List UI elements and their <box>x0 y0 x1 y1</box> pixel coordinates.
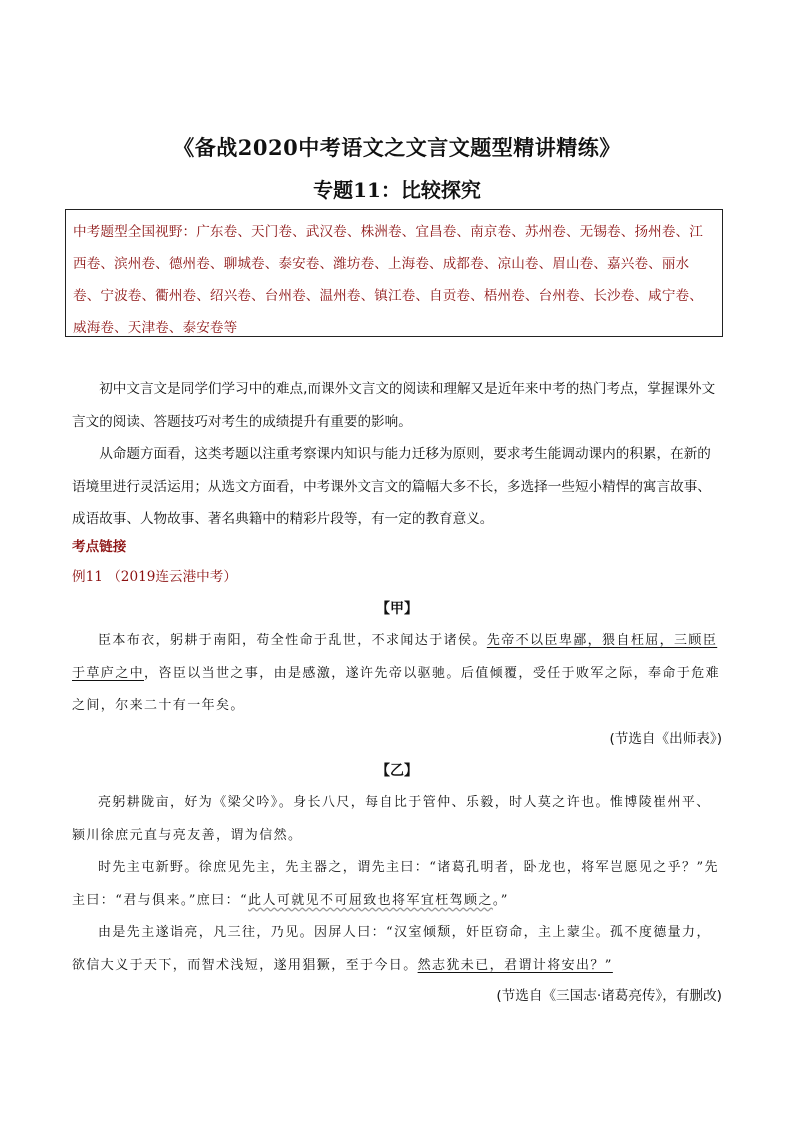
passage-a-paragraph <box>72 625 722 723</box>
passage-b-underlined-text: 然志犹未已，君谓计将安出？” <box>417 957 613 973</box>
passage-b-p2-before: 时先主屯新野。徐庶见先主，先主器之，谓先主曰：“诸葛孔明者，卧龙也，将军岂愿见之乎？”先主曰：“君与俱来。”庶曰：“ <box>72 860 719 908</box>
exam-scope-text: 中考题型全国视野：广东卷、天门卷、武汉卷、株洲卷、宜昌卷、南京卷、苏州卷、无锡卷、扬州卷、江西卷、滨州卷、德州卷、聊城卷、泰安卷、潍坊卷、上海卷、成都卷、凉山卷、眉山卷、嘉兴卷、丽水卷、宁波卷、衢州卷、绍兴卷、台州卷、温州卷、镇江卷、自贡卷、梧州卷、台州卷、长沙卷、咸宁卷、威海卷、天津卷、泰安卷等 <box>73 224 703 336</box>
passage-b-wavy-underlined-text: 此人可就见不可屈致也将军宜枉驾顾之 <box>248 892 493 908</box>
section-heading: 考点链接 <box>72 539 127 555</box>
document-subtitle: 专题11：比较探究 <box>313 178 481 202</box>
intro-paragraph: 从命题方面看，这类考题以注重考察课内知识与能力迁移为原则，要求考生能调动课内的积累，在新的语境里进行灵活运用；从选文方面看，中考课外文言文的篇幅大多不长，多选择一些短小精悍的寓言故事、成语故事、人物故事、著名典籍中的精彩片段等，有一定的教育意义。 <box>72 446 711 527</box>
passage-b-text <box>72 787 722 982</box>
passage-b-p3-before: 由是先主遂诣亮，凡三往，乃见。因屏人曰：“汉室倾颓，奸臣窃命，主上蒙尘。孤不度德量力，欲信大义于天下，而智术浅短，遂用猖獗，至于今日。 <box>72 925 711 973</box>
passage-a-text <box>72 625 722 723</box>
passage-b-source: (节选自《三国志·诸葛亮传》，有删改) <box>496 988 722 1004</box>
passage-b-p2-after: 。” <box>492 892 509 908</box>
document-title: 《备战2020中考语文之文言文题型精讲精练》 <box>173 135 621 160</box>
passage-b-paragraph <box>72 852 722 917</box>
example-label: 例11 （2019连云港中考） <box>72 569 237 585</box>
passage-b-paragraph: 亮躬耕陇亩，好为《梁父吟》。身长八尺，每自比于管仲、乐毅，时人莫之许也。惟博陵崔州平、颍川徐庶元直与亮友善，谓为信然。 <box>72 795 711 843</box>
intro-paragraph: 初中文言文是同学们学习中的难点,而课外文言文的阅读和理解又是近年来中考的热门考点，掌握课外文言文的阅读、答题技巧对考生的成绩提升有重要的影响。 <box>72 381 716 430</box>
passage-a-source: (节选自《出师表》) <box>609 731 722 747</box>
passage-b-paragraph <box>72 917 722 982</box>
passage-a-underlined-text: 先帝不以臣卑鄙，猥自枉屈，三顾臣于草庐之中 <box>72 633 718 681</box>
intro-section <box>72 373 722 536</box>
passage-a-text-before: 臣本布衣，躬耕于南阳，苟全性命于乱世，不求闻达于诸侯。 <box>98 633 487 648</box>
passage-a-text-after: ，咨臣以当世之事，由是感激，遂许先帝以驱驰。后值倾覆，受任于败军之际，奉命于危难之间，尔来二十有一年矣。 <box>72 665 721 713</box>
passage-b-label: 【乙】 <box>376 763 418 779</box>
passage-a-label: 【甲】 <box>376 601 418 617</box>
exam-scope-box <box>65 209 723 337</box>
